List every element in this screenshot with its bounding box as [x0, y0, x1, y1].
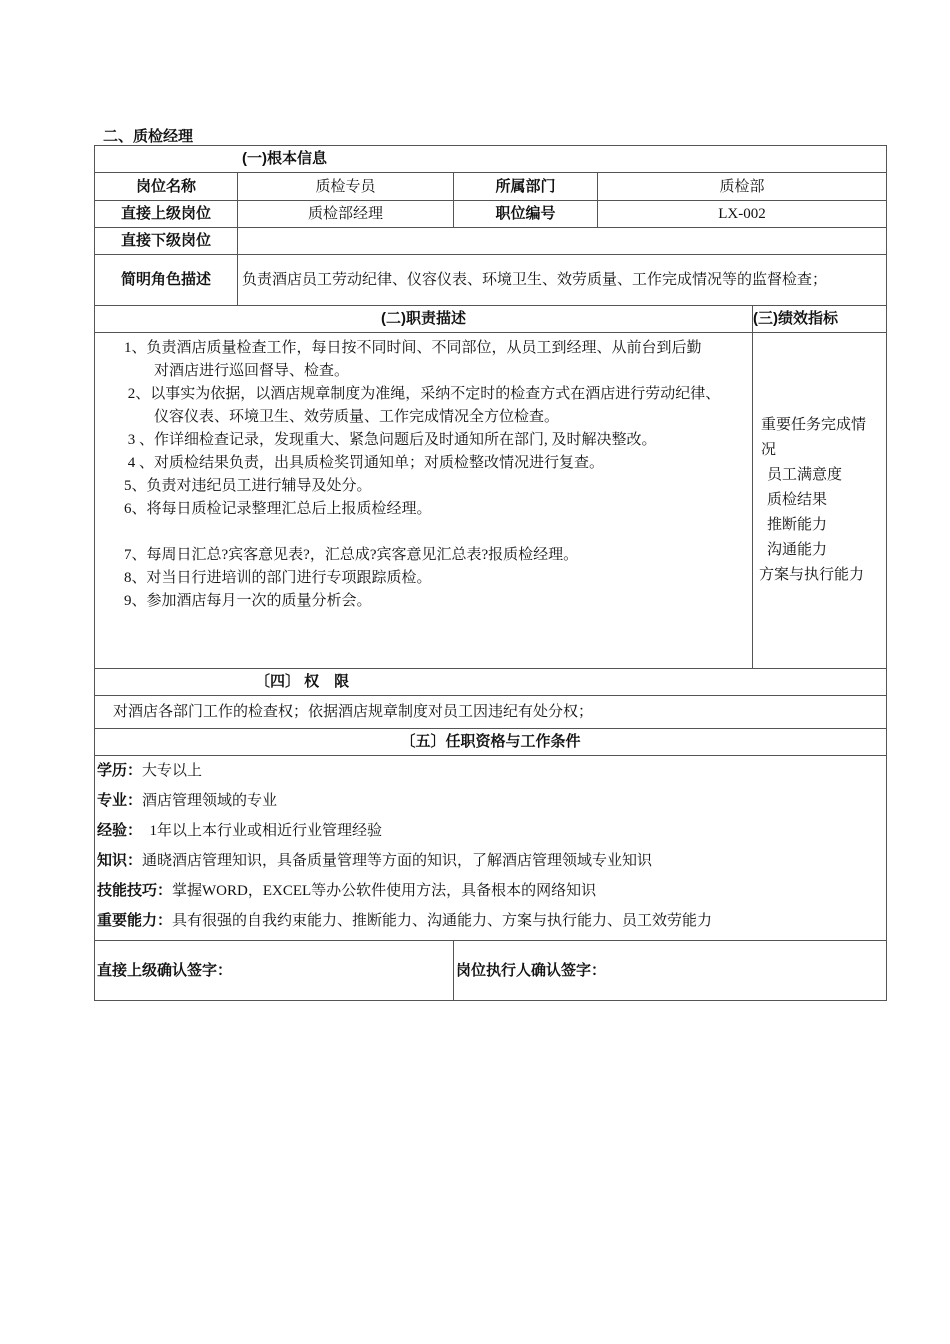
role-description-label: 简明角色描述 [95, 255, 238, 306]
executor-signature-label: 岗位执行人确认签字： [456, 961, 607, 979]
duty-line: 对酒店进行巡回督导、检查。 [109, 363, 350, 379]
position-name-value: 质检专员 [238, 173, 454, 201]
qualification-item [97, 906, 884, 936]
qualification-value: 具有很强的自我约束能力、推断能力、沟通能力、方案与执行能力、员工效劳能力 [172, 913, 713, 929]
duty-line: 2、以事实为依据，以酒店规章制度为准绳，采纳不定时的检查方式在酒店进行劳动纪律、 [109, 386, 721, 402]
section-basic-title: (一)根本信息 [242, 150, 327, 167]
superior-signature-label: 直接上级确认签字： [97, 961, 233, 979]
performance-item: 推断能力 [767, 517, 828, 533]
section-performance-title: (三)绩效指标 [753, 306, 887, 333]
duty-line: 7、每周日汇总?宾客意见表?，汇总成?宾客意见汇总表?报质检经理。 [109, 547, 579, 563]
position-name-label: 岗位名称 [95, 173, 238, 201]
qualification-value: 酒店管理领域的专业 [142, 793, 278, 809]
duty-line: 8、对当日行进培训的部门进行专项跟踪质检。 [109, 570, 432, 586]
qualification-item [97, 846, 884, 876]
duty-line: 仪容仪表、环境卫生、效劳质量、工作完成情况全方位检查。 [109, 409, 560, 425]
duty-line: 3 、作详细检查记录，发现重大、紧急问题后及时通知所在部门, 及时解决整改。 [109, 432, 657, 448]
superior-position-label: 直接上级岗位 [95, 201, 238, 228]
duties-content [95, 333, 753, 669]
qualification-label: 专业： [97, 792, 143, 809]
qualification-label: 知识： [97, 852, 143, 869]
performance-item: 员工满意度 [767, 467, 843, 483]
page-heading: 二、质检经理 [103, 128, 194, 145]
duty-line [109, 521, 750, 544]
department-value: 质检部 [598, 173, 887, 201]
duty-line: 6、将每日质检记录整理汇总后上报质检经理。 [109, 501, 432, 517]
section-qualification-title: 〔五〕任职资格与工作条件 [95, 729, 887, 756]
authority-text: 对酒店各部门工作的检查权；依据酒店规章制度对员工因违纪有处分权； [95, 696, 887, 729]
qualification-label: 学历： [97, 762, 143, 779]
position-code-value: LX-002 [598, 201, 887, 228]
subordinate-position-label: 直接下级岗位 [95, 228, 238, 255]
performance-content [753, 333, 887, 669]
job-description-table [94, 145, 887, 1001]
qualification-label: 技能技巧： [97, 882, 173, 899]
qualification-label: 经验： [97, 822, 143, 839]
position-code-label: 职位编号 [454, 201, 598, 228]
performance-item: 质检结果 [767, 492, 828, 508]
department-label: 所属部门 [454, 173, 598, 201]
superior-position-value: 质检部经理 [238, 201, 454, 228]
qualification-item [97, 816, 884, 846]
duty-line: 9、参加酒店每月一次的质量分析会。 [109, 593, 372, 609]
performance-item: 重要任务完成情况 [761, 417, 867, 458]
qualification-value: 1年以上本行业或相近行业管理经验 [142, 823, 383, 839]
section-authority-title: 〔四〕 权 限 [255, 673, 350, 690]
subordinate-position-value [238, 228, 887, 255]
performance-item: 沟通能力 [767, 542, 828, 558]
duty-line: 5、负责对违纪员工进行辅导及处分。 [109, 478, 372, 494]
qualification-item [97, 756, 884, 786]
qualification-value: 通晓酒店管理知识，具备质量管理等方面的知识，了解酒店管理领域专业知识 [142, 853, 653, 869]
qualification-item [97, 786, 884, 816]
section-duties-title: (二)职责描述 [95, 306, 753, 333]
qualification-item [97, 876, 884, 906]
qualification-value: 大专以上 [142, 763, 203, 779]
duty-line: 1、负责酒店质量检查工作，每日按不同时间、不同部位，从员工到经理、从前台到后勤 [109, 340, 702, 356]
qualification-value: 掌握WORD，EXCEL等办公软件使用方法，具备根本的网络知识 [172, 883, 597, 899]
role-description-value: 负责酒店员工劳动纪律、仪容仪表、环境卫生、效劳质量、工作完成情况等的监督检查； [238, 255, 887, 306]
qualification-label: 重要能力： [97, 912, 173, 929]
performance-item: 方案与执行能力 [759, 567, 865, 583]
duty-line: 4 、对质检结果负责，出具质检奖罚通知单；对质检整改情况进行复查。 [109, 455, 605, 471]
qualification-content [95, 756, 887, 941]
